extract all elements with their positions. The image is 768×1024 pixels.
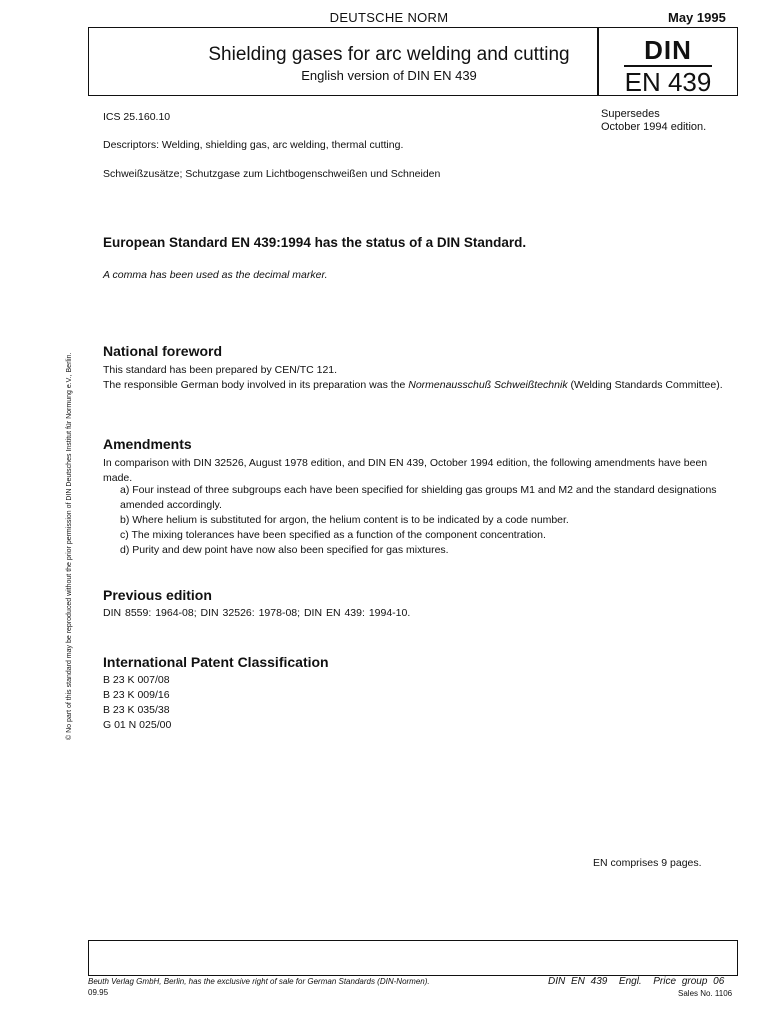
ipc-code: B 23 K 009/16: [103, 689, 170, 701]
title-box: [88, 27, 738, 96]
national-foreword-paragraph-2: [103, 378, 723, 393]
document-subtitle: English version of DIN EN 439: [301, 68, 477, 83]
footer-date-code: 09.95: [88, 988, 109, 997]
din-logo: DIN: [644, 35, 692, 65]
national-foreword-heading: National foreword: [103, 343, 223, 359]
page-count-note: EN comprises 9 pages.: [593, 857, 702, 869]
decimal-marker-note: A comma has been used as the decimal marker.: [103, 269, 328, 281]
previous-edition-heading: Previous edition: [103, 587, 212, 603]
sale-rights-end: ).: [424, 977, 430, 986]
national-foreword-paragraph-1: This standard has been prepared by CEN/TC 121.: [103, 364, 338, 376]
descriptors: Descriptors: Welding, shielding gas, arc welding, thermal cutting.: [103, 139, 404, 151]
amendments-list: [120, 483, 724, 558]
supersedes-line-1: Supersedes: [601, 108, 660, 120]
committee-name: Normenausschuß Schweißtechnik: [408, 379, 568, 391]
ipc-heading: International Patent Classification: [103, 654, 329, 670]
document-title: Shielding gases for arc welding and cutting: [208, 44, 570, 65]
ics-code: ICS 25.160.10: [103, 111, 171, 123]
amendments-heading: Amendments: [103, 436, 192, 452]
amendment-item-d: d) Purity and dew point have now also been specified for gas mixtures.: [120, 544, 449, 556]
previous-edition-text: DIN 8559: 1964-08; DIN 32526: 1978-08; DIN EN 439: 1994-10.: [103, 607, 411, 619]
sales-number: Sales No. 1106: [678, 989, 733, 998]
copyright-side-note: © No part of this standard may be reproduced without the prior permission of DIN Deutsches Institut für Normung e.V., Berlin.: [66, 352, 73, 740]
sale-rights-text: Beuth Verlag GmbH, Berlin, has the exclusive right of sale for German Standards (: [88, 977, 380, 986]
amendment-item-b: b) Where helium is substituted for argon, the helium content is to be indicated by a code number.: [120, 514, 569, 526]
supersedes-note: [601, 108, 706, 134]
ipc-code: G 01 N 025/00: [103, 719, 172, 731]
din-normen-term: DIN-Normen: [379, 977, 425, 986]
german-title: Schweißzusätze; Schutzgase zum Lichtbogenschweißen und Schneiden: [103, 168, 441, 180]
amendment-item-a: a) Four instead of three subgroups each have been specified for shielding gas groups M1 and M2 and the standard designations amended accordingly.: [120, 484, 717, 511]
publication-date: May 1995: [668, 10, 726, 25]
ipc-code: B 23 K 035/38: [103, 704, 170, 716]
ipc-code-list: [103, 673, 171, 733]
ipc-code: B 23 K 007/08: [103, 674, 170, 686]
foreword-text: The responsible German body involved in its preparation was the: [103, 379, 409, 391]
amendment-item-c: c) The mixing tolerances have been specified as a function of the component concentration.: [120, 529, 546, 541]
supersedes-line-2: October 1994 edition.: [601, 121, 707, 133]
header-norm: DEUTSCHE NORM: [329, 10, 449, 25]
standard-number: EN 439: [624, 67, 712, 97]
status-statement: European Standard EN 439:1994 has the status of a DIN Standard.: [103, 235, 527, 250]
foreword-text-end: (Welding Standards Committee).: [567, 379, 723, 391]
sale-rights-note: [88, 977, 430, 986]
footer-reference: DIN EN 439 Engl. Price group 06: [548, 976, 725, 987]
footer-box: [88, 940, 738, 976]
amendments-intro: In comparison with DIN 32526, August 1978 edition, and DIN EN 439, October 1994 edition, the following amendments have been made.: [103, 457, 708, 484]
